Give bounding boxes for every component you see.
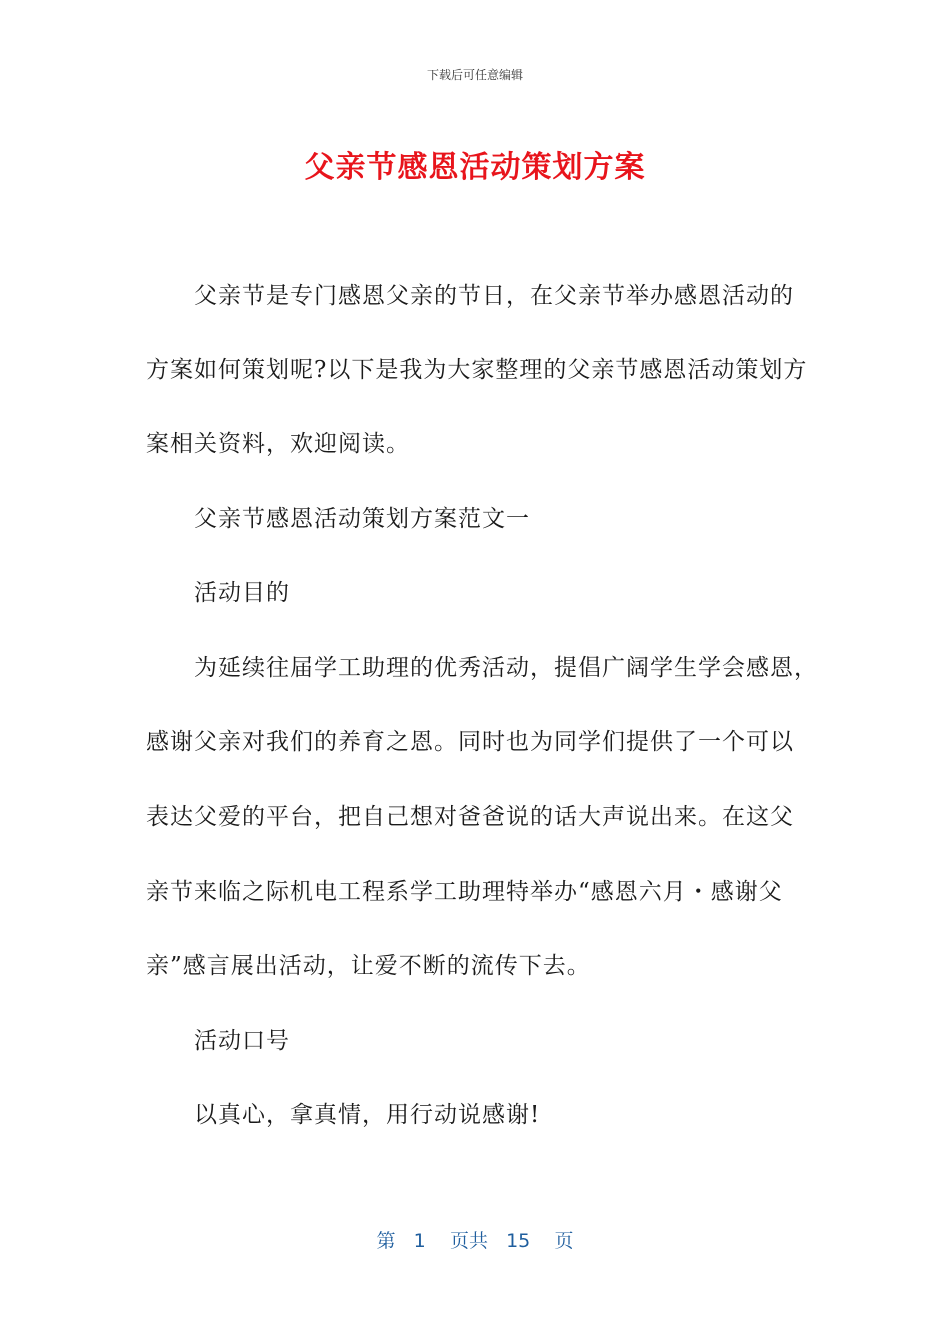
footer-prefix: 第 — [376, 1230, 396, 1252]
header-note: 下载后可任意编辑 — [426, 68, 523, 82]
paragraph-line: 表达父爱的平台，把自己想对爸爸说的话大声说出来。在这父 — [146, 804, 794, 830]
document-title: 父亲节感恩活动策划方案 — [304, 150, 646, 185]
paragraph-line: 案相关资料，欢迎阅读。 — [146, 431, 410, 457]
paragraph-line: 父亲节是专门感恩父亲的节日，在父亲节举办感恩活动的 — [194, 283, 794, 309]
paragraph-line: 方案如何策划呢?以下是我为大家整理的父亲节感恩活动策划方 — [146, 357, 808, 383]
total-pages-number: 15 — [506, 1230, 531, 1252]
footer-suffix: 页 — [554, 1230, 574, 1252]
section-heading: 活动目的 — [194, 580, 290, 606]
paragraph-line: 感谢父亲对我们的养育之恩。同时也为同学们提供了一个可以 — [146, 729, 794, 755]
current-page-number: 1 — [413, 1230, 426, 1252]
paragraph-line: 为延续往届学工助理的优秀活动，提倡广阔学生学会感恩， — [194, 655, 818, 681]
paragraph-line: 亲”感言展出活动，让爱不断的流传下去。 — [146, 953, 591, 979]
section-heading: 父亲节感恩活动策划方案范文一 — [194, 506, 530, 532]
section-heading: 活动口号 — [194, 1028, 290, 1054]
footer-middle: 页共 — [449, 1230, 488, 1252]
paragraph-line: 亲节来临之际机电工程系学工助理特举办“感恩六月・感谢父 — [146, 879, 783, 905]
page-number-footer — [0, 1226, 950, 1253]
paragraph-line: 以真心，拿真情，用行动说感谢! — [194, 1102, 541, 1128]
